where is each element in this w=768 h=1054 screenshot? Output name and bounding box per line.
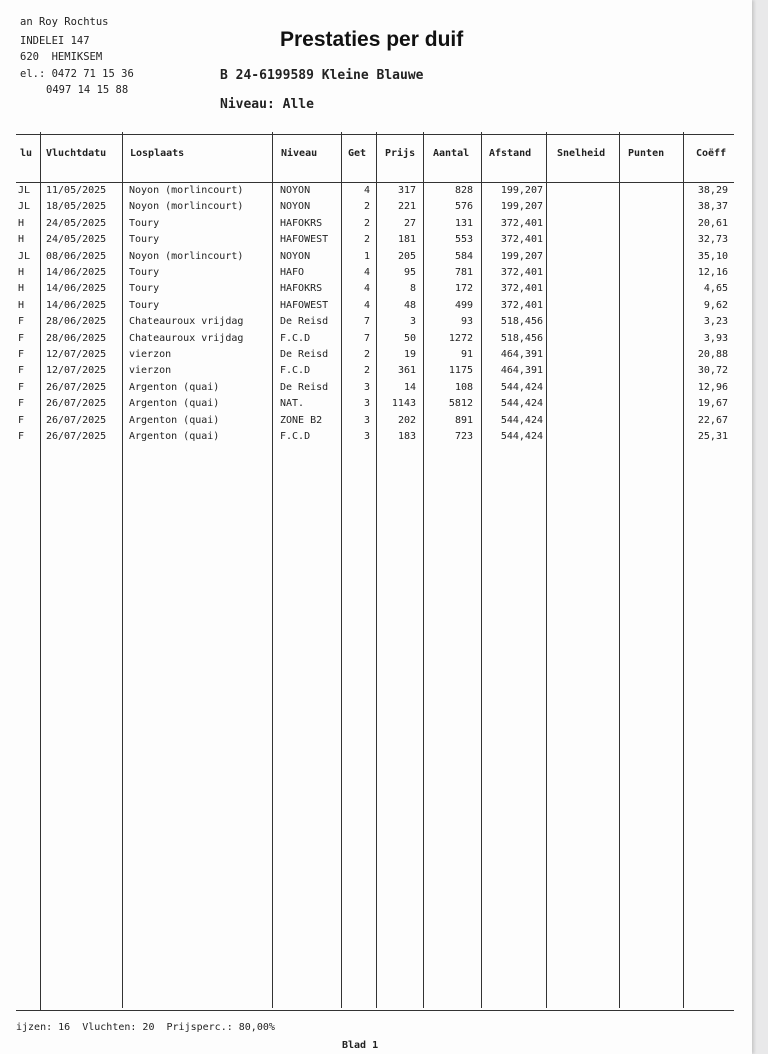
report-title: Prestaties per duif bbox=[280, 28, 464, 51]
cell-coef: 20,61 bbox=[697, 217, 728, 229]
cell-type: F bbox=[18, 365, 25, 377]
cell-location: Argenton (quai) bbox=[129, 431, 220, 442]
cell-date: 14/06/2025 bbox=[46, 283, 107, 295]
cell-prize: 1143 bbox=[391, 398, 416, 410]
table-row bbox=[0, 216, 752, 232]
table-row bbox=[0, 183, 752, 199]
cell-date: 26/07/2025 bbox=[46, 431, 107, 442]
cell-date: 11/05/2025 bbox=[46, 185, 107, 196]
cell-count: 5812 bbox=[448, 398, 473, 410]
cell-coef: 32,73 bbox=[697, 234, 728, 246]
footer-summary: ijzen: 16 Vluchten: 20 Prijsperc.: 80,00% bbox=[16, 1022, 275, 1033]
cell-get: 3 bbox=[363, 398, 370, 410]
cell-get: 2 bbox=[363, 234, 370, 246]
cell-type: H bbox=[18, 234, 25, 246]
col-header-coefficient: Coëff bbox=[696, 148, 727, 159]
col-header-speed: Snelheid bbox=[557, 148, 606, 159]
cell-location: Argenton (quai) bbox=[129, 381, 220, 393]
table-row bbox=[0, 249, 752, 265]
cell-distance: 199,207 bbox=[500, 250, 543, 262]
cell-count: 93 bbox=[460, 316, 473, 328]
cell-count: 781 bbox=[454, 267, 473, 278]
cell-type: JL bbox=[18, 201, 31, 213]
cell-distance: 372,401 bbox=[500, 217, 543, 229]
cell-location: Toury bbox=[129, 267, 160, 278]
cell-get: 2 bbox=[363, 365, 370, 377]
cell-type: F bbox=[18, 349, 25, 360]
cell-count: 499 bbox=[454, 299, 473, 311]
cell-date: 24/05/2025 bbox=[46, 234, 107, 246]
cell-type: F bbox=[18, 381, 25, 393]
cell-type: F bbox=[18, 316, 25, 328]
pigeon-id: B 24-6199589 Kleine Blauwe bbox=[220, 68, 424, 83]
col-header-prize: Prijs bbox=[385, 148, 416, 159]
cell-distance: 544,424 bbox=[500, 414, 543, 426]
cell-date: 12/07/2025 bbox=[46, 365, 107, 377]
cell-prize: 19 bbox=[403, 349, 416, 360]
cell-get: 4 bbox=[363, 267, 370, 278]
cell-coef: 35,10 bbox=[697, 250, 728, 262]
col-header-count: Aantal bbox=[433, 148, 470, 159]
cell-get: 4 bbox=[363, 185, 370, 196]
owner-street: INDELEI 147 bbox=[20, 35, 90, 47]
cell-prize: 361 bbox=[397, 365, 416, 377]
cell-location: Noyon (morlincourt) bbox=[129, 185, 244, 196]
cell-coef: 20,88 bbox=[697, 349, 728, 360]
cell-get: 1 bbox=[363, 250, 370, 262]
cell-coef: 3,93 bbox=[703, 332, 728, 344]
cell-distance: 199,207 bbox=[500, 201, 543, 213]
cell-count: 576 bbox=[454, 201, 473, 213]
cell-location: Toury bbox=[129, 299, 160, 311]
table-top-rule bbox=[16, 134, 734, 135]
table-row bbox=[0, 396, 752, 412]
cell-location: Chateauroux vrijdag bbox=[129, 332, 244, 344]
table-row bbox=[0, 314, 752, 330]
col-header-location: Losplaats bbox=[130, 148, 185, 159]
cell-type: H bbox=[18, 217, 25, 229]
cell-prize: 48 bbox=[403, 299, 416, 311]
cell-coef: 30,72 bbox=[697, 365, 728, 377]
cell-distance: 518,456 bbox=[500, 332, 543, 344]
cell-type: F bbox=[18, 332, 25, 344]
cell-date: 28/06/2025 bbox=[46, 332, 107, 344]
cell-count: 131 bbox=[454, 217, 473, 229]
col-header-date: Vluchtdatu bbox=[46, 148, 107, 159]
cell-level: NOYON bbox=[280, 185, 311, 196]
cell-distance: 372,401 bbox=[500, 267, 543, 278]
cell-coef: 22,67 bbox=[697, 414, 728, 426]
cell-level: F.C.D bbox=[280, 365, 311, 377]
cell-count: 91 bbox=[460, 349, 473, 360]
cell-get: 3 bbox=[363, 414, 370, 426]
cell-date: 28/06/2025 bbox=[46, 316, 107, 328]
cell-prize: 317 bbox=[397, 185, 416, 196]
cell-date: 26/07/2025 bbox=[46, 414, 107, 426]
cell-location: Noyon (morlincourt) bbox=[129, 201, 244, 213]
table-row bbox=[0, 199, 752, 215]
cell-type: F bbox=[18, 414, 25, 426]
table-row bbox=[0, 298, 752, 314]
cell-date: 26/07/2025 bbox=[46, 381, 107, 393]
cell-get: 3 bbox=[363, 381, 370, 393]
cell-level: HAFOKRS bbox=[280, 217, 323, 229]
col-header-distance: Afstand bbox=[489, 148, 532, 159]
cell-type: JL bbox=[18, 250, 31, 262]
cell-count: 553 bbox=[454, 234, 473, 246]
col-header-points: Punten bbox=[628, 148, 665, 159]
cell-coef: 25,31 bbox=[697, 431, 728, 442]
cell-distance: 199,207 bbox=[500, 185, 543, 196]
cell-count: 891 bbox=[454, 414, 473, 426]
cell-coef: 12,16 bbox=[697, 267, 728, 278]
cell-prize: 183 bbox=[397, 431, 416, 442]
cell-level: NAT. bbox=[280, 398, 305, 410]
cell-location: vierzon bbox=[129, 349, 172, 360]
cell-count: 828 bbox=[454, 185, 473, 196]
cell-get: 4 bbox=[363, 283, 370, 295]
table-row bbox=[0, 429, 752, 445]
cell-coef: 12,96 bbox=[697, 381, 728, 393]
table-row bbox=[0, 413, 752, 429]
cell-location: Toury bbox=[129, 234, 160, 246]
cell-location: Argenton (quai) bbox=[129, 414, 220, 426]
cell-type: F bbox=[18, 398, 25, 410]
table-row bbox=[0, 232, 752, 248]
cell-distance: 544,424 bbox=[500, 431, 543, 442]
cell-level: HAFOKRS bbox=[280, 283, 323, 295]
cell-location: Chateauroux vrijdag bbox=[129, 316, 244, 328]
cell-prize: 202 bbox=[397, 414, 416, 426]
cell-count: 723 bbox=[454, 431, 473, 442]
owner-phone-2: 0497 14 15 88 bbox=[46, 84, 129, 96]
owner-phone-1: el.: 0472 71 15 36 bbox=[20, 68, 134, 80]
cell-location: Argenton (quai) bbox=[129, 398, 220, 410]
cell-get: 4 bbox=[363, 299, 370, 311]
cell-date: 14/06/2025 bbox=[46, 299, 107, 311]
cell-prize: 8 bbox=[409, 283, 416, 295]
cell-coef: 38,37 bbox=[697, 201, 728, 213]
cell-prize: 221 bbox=[397, 201, 416, 213]
cell-date: 12/07/2025 bbox=[46, 349, 107, 360]
cell-type: H bbox=[18, 299, 25, 311]
table-row bbox=[0, 281, 752, 297]
cell-type: F bbox=[18, 431, 25, 442]
cell-count: 584 bbox=[454, 250, 473, 262]
cell-location: Toury bbox=[129, 283, 160, 295]
cell-level: NOYON bbox=[280, 201, 311, 213]
cell-count: 108 bbox=[454, 381, 473, 393]
cell-coef: 4,65 bbox=[703, 283, 728, 295]
table-row bbox=[0, 347, 752, 363]
owner-name: an Roy Rochtus bbox=[20, 16, 109, 28]
cell-prize: 181 bbox=[397, 234, 416, 246]
cell-distance: 518,456 bbox=[500, 316, 543, 328]
cell-distance: 372,401 bbox=[500, 234, 543, 246]
table-row bbox=[0, 363, 752, 379]
cell-level: De Reisd bbox=[280, 316, 329, 328]
cell-distance: 464,391 bbox=[500, 365, 543, 377]
col-header-get: Get bbox=[348, 148, 367, 159]
cell-coef: 38,29 bbox=[697, 185, 728, 196]
cell-prize: 3 bbox=[409, 316, 416, 328]
level-filter: Niveau: Alle bbox=[220, 97, 314, 112]
cell-distance: 464,391 bbox=[500, 349, 543, 360]
cell-count: 1272 bbox=[448, 332, 473, 344]
owner-city: 620 HEMIKSEM bbox=[20, 51, 103, 63]
cell-level: HAFO bbox=[280, 267, 305, 278]
cell-type: H bbox=[18, 267, 25, 278]
cell-get: 2 bbox=[363, 201, 370, 213]
cell-count: 1175 bbox=[448, 365, 473, 377]
cell-date: 08/06/2025 bbox=[46, 250, 107, 262]
cell-date: 14/06/2025 bbox=[46, 267, 107, 278]
cell-distance: 544,424 bbox=[500, 381, 543, 393]
cell-get: 3 bbox=[363, 431, 370, 442]
cell-location: Toury bbox=[129, 217, 160, 229]
cell-level: F.C.D bbox=[280, 431, 311, 442]
page-number: Blad 1 bbox=[342, 1040, 379, 1051]
cell-level: HAFOWEST bbox=[280, 299, 329, 311]
cell-location: Noyon (morlincourt) bbox=[129, 250, 244, 262]
cell-level: ZONE B2 bbox=[280, 414, 323, 426]
cell-get: 7 bbox=[363, 332, 370, 344]
col-header-level: Niveau bbox=[281, 148, 318, 159]
cell-distance: 372,401 bbox=[500, 283, 543, 295]
cell-date: 18/05/2025 bbox=[46, 201, 107, 213]
cell-level: De Reisd bbox=[280, 381, 329, 393]
col-header-type: lu bbox=[20, 148, 33, 159]
cell-get: 2 bbox=[363, 349, 370, 360]
cell-count: 172 bbox=[454, 283, 473, 295]
table-bottom-rule bbox=[16, 1010, 734, 1011]
cell-location: vierzon bbox=[129, 365, 172, 377]
cell-prize: 14 bbox=[403, 381, 416, 393]
cell-date: 24/05/2025 bbox=[46, 217, 107, 229]
cell-type: H bbox=[18, 283, 25, 295]
cell-level: De Reisd bbox=[280, 349, 329, 360]
cell-type: JL bbox=[18, 185, 31, 196]
cell-prize: 95 bbox=[403, 267, 416, 278]
table-row bbox=[0, 265, 752, 281]
cell-level: NOYON bbox=[280, 250, 311, 262]
cell-distance: 372,401 bbox=[500, 299, 543, 311]
cell-coef: 19,67 bbox=[697, 398, 728, 410]
table-row bbox=[0, 331, 752, 347]
cell-prize: 27 bbox=[403, 217, 416, 229]
table-row bbox=[0, 380, 752, 396]
cell-date: 26/07/2025 bbox=[46, 398, 107, 410]
cell-distance: 544,424 bbox=[500, 398, 543, 410]
cell-get: 2 bbox=[363, 217, 370, 229]
cell-coef: 3,23 bbox=[703, 316, 728, 328]
cell-level: HAFOWEST bbox=[280, 234, 329, 246]
cell-get: 7 bbox=[363, 316, 370, 328]
cell-prize: 50 bbox=[403, 332, 416, 344]
cell-prize: 205 bbox=[397, 250, 416, 262]
cell-level: F.C.D bbox=[280, 332, 311, 344]
cell-coef: 9,62 bbox=[703, 299, 728, 311]
